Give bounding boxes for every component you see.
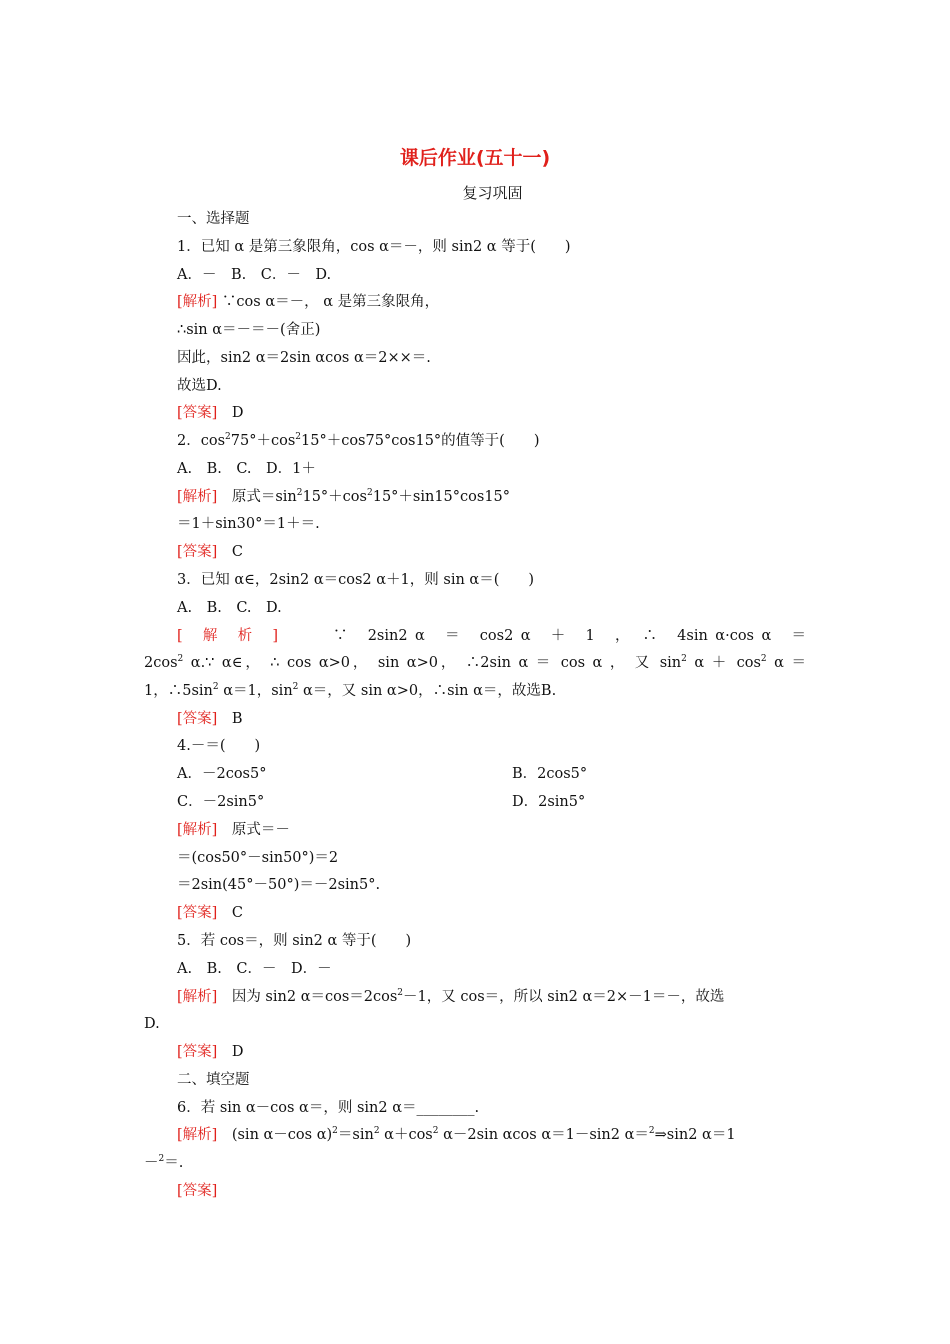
question-4-analysis: [解析] 原式＝－ bbox=[177, 822, 290, 838]
question-6-analysis: [解析] (sin α－cos $\alpha)^2=\sin^2$ $\alpha+\cos^2$ α－2sin αcos α＝1－sin2 α＝$^2$⇒sin2 α＝1 bbox=[177, 1126, 736, 1143]
question-4-option-b: B．2cos5° bbox=[512, 766, 588, 782]
question-1-analysis-line2: ∴sin α＝－＝－(舍正) bbox=[177, 322, 321, 338]
question-1: 1．已知 α 是第三象限角，cos α＝－，则 sin2 α 等于( ) bbox=[177, 239, 571, 255]
question-2-options: A. B. C. D．1＋ bbox=[177, 461, 316, 477]
question-4-option-a: A．－2cos5° bbox=[177, 766, 267, 782]
question-3-options: A. B. C. D. bbox=[177, 600, 282, 616]
question-1-options: A．－ B. C．－ D. bbox=[177, 267, 332, 283]
answer-tag: [答案] bbox=[177, 405, 218, 421]
analysis-tag: [ 解 析 ] bbox=[177, 628, 278, 644]
question-6-answer bbox=[177, 1181, 217, 1201]
question-3-analysis: [ 解 析 ] ∵ 2sin2 α ＝ cos2 α ＋ 1 ， ∴ 4sin α·cos α ＝ bbox=[177, 628, 806, 644]
question-5-analysis: [解析] 因为 sin2 $\alpha=\cos=2\cos^2-1$，又 cos＝，所以 sin2 α＝2×－1＝－，故选 bbox=[177, 988, 725, 1005]
question-2-analysis-line2: ＝1＋sin30°＝1＋＝. bbox=[177, 516, 320, 532]
question-3-analysis-line3: 1，$\therefore 5\sin^2$ α＝1，$\sin^2 \alpha=$，又 sin α>0，∴sin α＝，故选B. bbox=[144, 682, 557, 699]
question-4: 4.－＝( ) bbox=[177, 738, 261, 754]
section-subtitle: 复习巩固 bbox=[462, 184, 523, 202]
question-1-analysis-line3: 因此，sin2 α＝2sin αcos α＝2××＝. bbox=[177, 350, 431, 366]
answer-tag: [答案] bbox=[177, 905, 218, 921]
question-3: 3．已知 α∈，2sin2 α＝cos2 α＋1，则 sin α＝( ) bbox=[177, 572, 535, 588]
question-2-answer: [答案] C bbox=[177, 544, 243, 560]
question-4-analysis-line2: ＝(cos50°－sin50°)＝2 bbox=[177, 850, 339, 866]
question-5-options: A. B. C．－ D．－ bbox=[177, 961, 332, 977]
analysis-tag: [解析] bbox=[177, 489, 218, 505]
question-1-analysis-line4: 故选D. bbox=[177, 378, 222, 394]
answer-tag: [答案] bbox=[177, 1183, 218, 1199]
question-5-analysis-line2: D. bbox=[144, 1016, 160, 1032]
question-4-answer: [答案] C bbox=[177, 905, 243, 921]
section-heading-fill: 二、填空题 bbox=[177, 1072, 250, 1088]
answer-tag: [答案] bbox=[177, 711, 218, 727]
answer-tag: [答案] bbox=[177, 544, 218, 560]
question-2-analysis: [解析] 原式$=\sin^215^\circ+\cos^215^\circ+\sin 15^\circ\cos 15^\circ$ bbox=[177, 488, 511, 505]
analysis-tag: [解析] bbox=[177, 822, 218, 838]
analysis-tag: [解析] bbox=[177, 1127, 218, 1143]
question-4-option-c: C．－2sin5° bbox=[177, 794, 265, 810]
question-3-answer: [答案] B bbox=[177, 711, 243, 727]
question-4-option-d: D．2sin5° bbox=[512, 794, 586, 810]
question-1-analysis: [解析] ∵cos α＝－， α 是第三象限角， bbox=[177, 294, 440, 310]
page-title: 课后作业(五十一) bbox=[399, 147, 551, 169]
question-1-answer: [答案] D bbox=[177, 405, 244, 421]
question-3-analysis-line2: $2\cos^2$ α.∵ α∈， ∴ cos α>0， sin α>0， ∴2sin α ＝ cos α ， 又 $\sin^2 \alpha + \cos^2 \alpha$ ＝ bbox=[144, 654, 806, 671]
question-5: 5．若 cos＝，则 sin2 α 等于( ) bbox=[177, 933, 412, 949]
question-6: 6．若 sin α－cos α＝，则 sin2 α＝________. bbox=[177, 1100, 480, 1116]
question-6-analysis-line2: －$^2$＝. bbox=[144, 1154, 184, 1171]
analysis-tag: [解析] bbox=[177, 294, 218, 310]
section-heading-choice: 一、选择题 bbox=[177, 211, 250, 227]
question-2: 2．$\cos^275^\circ+\cos^215^\circ+\cos 75^\circ\cos 15^\circ$的值等于( ) bbox=[177, 432, 540, 449]
answer-tag: [答案] bbox=[177, 1044, 218, 1060]
analysis-tag: [解析] bbox=[177, 989, 218, 1005]
question-5-answer: [答案] D bbox=[177, 1044, 244, 1060]
question-4-analysis-line3: ＝2sin(45°－50°)＝－2sin5°. bbox=[177, 877, 381, 893]
